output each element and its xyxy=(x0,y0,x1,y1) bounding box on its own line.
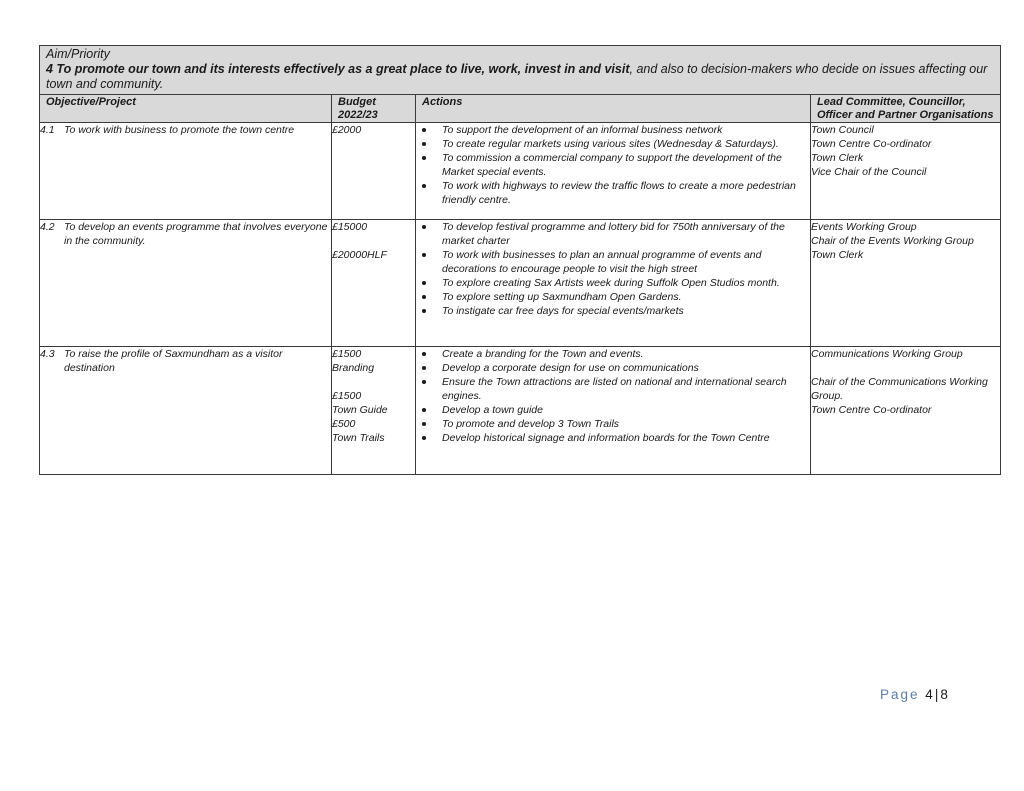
actions-list xyxy=(416,347,810,445)
page-footer xyxy=(880,687,948,702)
aim-label: Aim/Priority xyxy=(46,47,110,61)
action-item: To promote and develop 3 Town Trails xyxy=(442,417,810,431)
page-total: 8 xyxy=(940,687,948,702)
actions-list xyxy=(416,123,810,207)
actions-list xyxy=(416,220,810,318)
lead-line xyxy=(811,361,1000,375)
action-item: To work with businesses to plan an annual programme of events and decorations to encourage people to visit the high street xyxy=(442,248,810,276)
action-item: Develop a corporate design for use on communications xyxy=(442,361,810,375)
col-header-actions: Actions xyxy=(416,95,811,123)
lead-line: Town Clerk xyxy=(811,152,864,164)
objective-cell xyxy=(40,123,332,220)
actions-cell xyxy=(416,347,811,475)
budget-line: £20000HLF xyxy=(332,249,387,261)
actions-cell xyxy=(416,220,811,347)
objective-number: 4.3 xyxy=(40,348,55,360)
budget-line: Town Guide xyxy=(332,404,388,416)
lead-cell xyxy=(811,220,1001,347)
header-row xyxy=(40,95,1001,123)
objective-text: To develop an events programme that involves everyone in the community. xyxy=(64,221,328,247)
lead-line: Vice Chair of the Council xyxy=(811,166,927,178)
action-item: To commission a commercial company to support the development of the Market special events. xyxy=(442,151,810,179)
action-item: To support the development of an informal business network xyxy=(442,123,810,137)
lead-line: Town Clerk xyxy=(811,249,864,261)
action-item: To explore setting up Saxmundham Open Gardens. xyxy=(442,290,810,304)
lead-cell xyxy=(811,347,1001,475)
action-item: To work with highways to review the traffic flows to create a more pedestrian friendly centre. xyxy=(442,179,810,207)
action-item: To develop festival programme and lottery bid for 750th anniversary of the market charter xyxy=(442,220,810,248)
budget-line: £1500 xyxy=(332,348,362,360)
objective-cell xyxy=(40,220,332,347)
budget-cell xyxy=(332,347,416,475)
table-row xyxy=(40,347,1001,475)
action-item: To create regular markets using various sites (Wednesday & Saturdays). xyxy=(442,137,810,151)
lead-line: Chair of the Events Working Group xyxy=(811,235,974,247)
action-item: Develop a town guide xyxy=(442,403,810,417)
budget-line: £2000 xyxy=(332,124,362,136)
budget-line: £15000 xyxy=(332,221,368,233)
table-body xyxy=(40,123,1001,475)
objective-number: 4.1 xyxy=(40,124,55,136)
page-number: 4 xyxy=(925,687,933,702)
col-header-budget: Budget 2022/23 xyxy=(332,95,416,123)
budget-cell xyxy=(332,220,416,347)
objective-cell xyxy=(40,347,332,475)
lead-cell xyxy=(811,123,1001,220)
budget-line: Town Trails xyxy=(332,432,385,444)
page-separator: | xyxy=(934,687,939,702)
plan-table xyxy=(39,45,1001,475)
actions-cell xyxy=(416,123,811,220)
budget-line xyxy=(332,375,415,389)
action-item: Create a branding for the Town and events. xyxy=(442,347,810,361)
col-header-objective: Objective/Project xyxy=(40,95,332,123)
table-row xyxy=(40,123,1001,220)
objective-text: To raise the profile of Saxmundham as a visitor destination xyxy=(64,348,283,374)
lead-line: Town Centre Co-ordinator xyxy=(811,404,932,416)
budget-line xyxy=(332,234,415,248)
budget-cell xyxy=(332,123,416,220)
budget-line: £500 xyxy=(332,418,356,430)
budget-line: Branding xyxy=(332,362,375,374)
lead-line: Communications Working Group xyxy=(811,348,963,360)
table-row xyxy=(40,220,1001,347)
lead-line: Town Centre Co-ordinator xyxy=(811,138,932,150)
page-word: Page xyxy=(880,687,920,702)
col-header-lead: Lead Committee, Councillor, Officer and Partner Organisations xyxy=(811,95,1001,123)
lead-line: Town Council xyxy=(811,124,874,136)
aim-row xyxy=(40,46,1001,95)
objective-number: 4.2 xyxy=(40,221,55,233)
lead-line: Chair of the Communications Working Group. xyxy=(811,376,988,402)
budget-line: £1500 xyxy=(332,390,362,402)
aim-lead: 4 To promote our town and its interests effectively as a great place to live, work, invest in and visit xyxy=(46,62,630,76)
aim-cell xyxy=(40,46,1001,95)
action-item: To explore creating Sax Artists week during Suffolk Open Studios month. xyxy=(442,276,810,290)
action-item: Develop historical signage and information boards for the Town Centre xyxy=(442,431,810,445)
aim-rest: , and also to decision-makers who decide on issues affecting our town and community. xyxy=(46,62,988,91)
action-item: To instigate car free days for special events/markets xyxy=(442,304,810,318)
lead-line: Events Working Group xyxy=(811,221,917,233)
objective-text: To work with business to promote the town centre xyxy=(64,124,295,136)
action-item: Ensure the Town attractions are listed on national and international search engines. xyxy=(442,375,810,403)
